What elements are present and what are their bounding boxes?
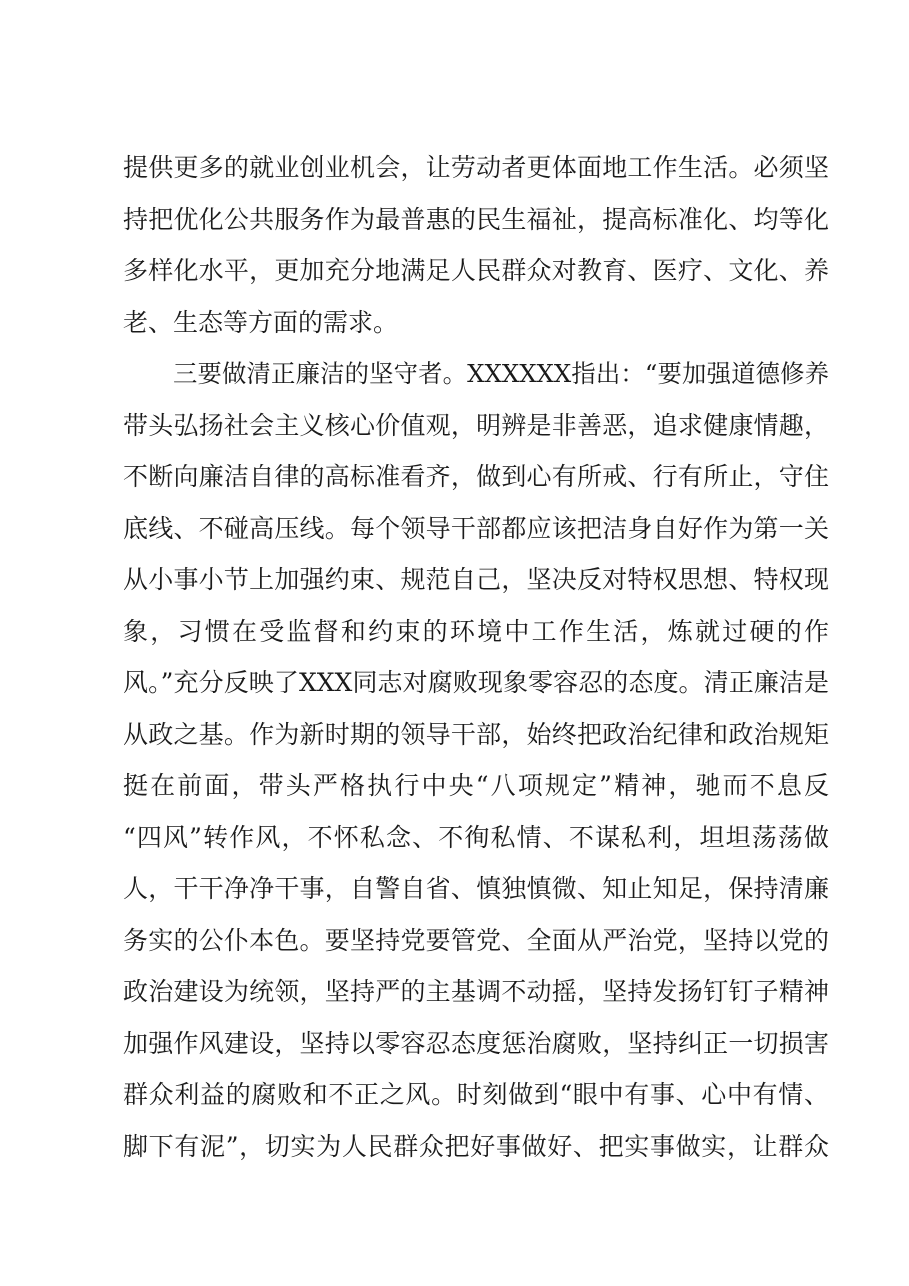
text-line: 三要做清正廉洁的坚守者。XXXXXX指出：“要加强道德修养 bbox=[173, 359, 829, 388]
text-line: 加强作风建设，坚持以零容忍态度惩治腐败，坚持纠正一切损害 bbox=[123, 1028, 829, 1058]
text-line: 人，干干净净干事，自警自省、慎独慎微、知止知足，保持清廉 bbox=[123, 874, 829, 903]
text-line: 务实的公仆本色。要坚持党要管党、全面从严治党，坚持以党的 bbox=[123, 925, 829, 955]
text-line: 象，习惯在受监督和约束的环境中工作生活，炼就过硬的作 bbox=[123, 616, 829, 646]
text-line: 政治建设为统领，坚持严的主基调不动摇，坚持发扬钉钉子精神 bbox=[123, 977, 829, 1006]
text-line: 群众利益的腐败和不正之风。时刻做到“眼中有事、心中有情、 bbox=[123, 1080, 829, 1109]
text-line: 风。”充分反映了XXX同志对腐败现象零容忍的态度。清正廉洁是 bbox=[123, 668, 829, 697]
text-line: “四风”转作风，不怀私念、不徇私情、不谋私利，坦坦荡荡做 bbox=[123, 822, 829, 852]
text-line: 提供更多的就业创业机会，让劳动者更体面地工作生活。必须坚 bbox=[123, 153, 829, 182]
text-line: 从小事小节上加强约束、规范自己，坚决反对特权思想、特权现 bbox=[123, 565, 829, 594]
text-line: 多样化水平，更加充分地满足人民群众对教育、医疗、文化、养 bbox=[123, 256, 829, 285]
text-line: 挺在前面，带头严格执行中央“八项规定”精神，驰而不息反 bbox=[123, 771, 829, 800]
text-line: 老、生态等方面的需求。 bbox=[123, 307, 399, 337]
text-line: 不断向廉洁自律的高标准看齐，做到心有所戒、行有所止，守住 bbox=[123, 462, 829, 491]
text-line: 底线、不碰高压线。每个领导干部都应该把洁身自好作为第一关 bbox=[123, 513, 829, 543]
text-line: 从政之基。作为新时期的领导干部，始终把政治纪律和政治规矩 bbox=[123, 719, 829, 749]
text-line: 脚下有泥”，切实为人民群众把好事做好、把实事做实，让群众 bbox=[123, 1131, 829, 1161]
text-line: 持把优化公共服务作为最普惠的民生福祉，提高标准化、均等化 bbox=[123, 204, 829, 234]
document-body bbox=[123, 142, 829, 1172]
text-line: 带头弘扬社会主义核心价值观，明辨是非善恶，追求健康情趣， bbox=[123, 410, 829, 440]
